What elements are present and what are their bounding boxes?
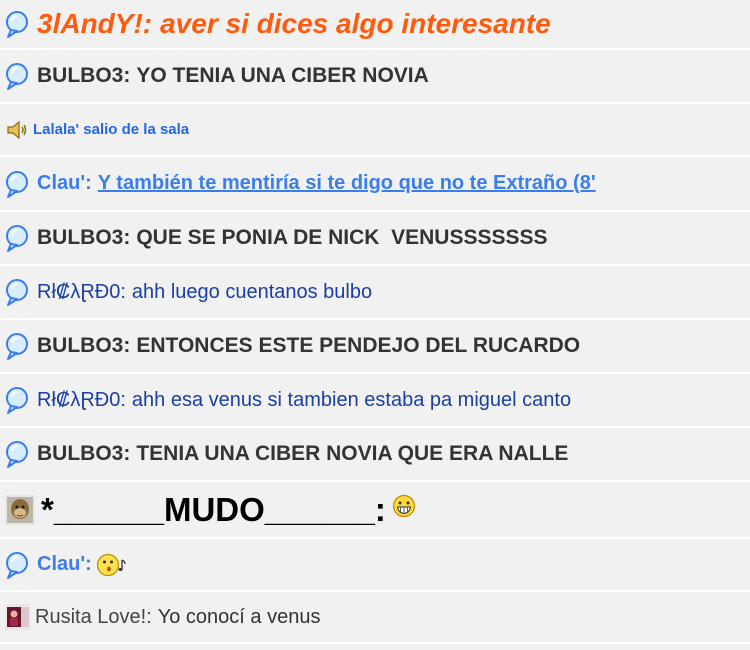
- chat-message: [0, 320, 750, 374]
- message-nick[interactable]: Rusita Love!:: [35, 605, 152, 628]
- message-text: Lalala' salio de la sala: [33, 121, 190, 138]
- system-message: [0, 104, 750, 157]
- chat-bubble-icon: [5, 386, 33, 414]
- chat-message: [0, 374, 750, 428]
- speaker-icon: [5, 119, 29, 141]
- chat-bubble-icon: [5, 551, 33, 579]
- message-nick[interactable]: BULBO3:: [37, 64, 131, 87]
- message-nick[interactable]: Clau':: [37, 172, 92, 194]
- message-nick[interactable]: 3lAndY!:: [37, 8, 153, 39]
- chat-message: [0, 50, 750, 104]
- message-nick[interactable]: BULBO3:: [37, 442, 131, 465]
- chat-bubble-icon: [5, 440, 33, 468]
- message-text: ENTONCES ESTE PENDEJO DEL RUCARDO: [136, 334, 581, 357]
- message-text: QUE SE PONIA DE NICK VENUSSSSSSS: [136, 226, 548, 249]
- message-nick[interactable]: Rł₡λⱤĐ0:: [37, 280, 126, 303]
- chat-message: [0, 157, 750, 212]
- message-text: Yo conocí a venus: [157, 605, 321, 628]
- chat-bubble-icon: [5, 224, 33, 252]
- chat-message: [0, 212, 750, 266]
- message-text: TENIA UNA CIBER NOVIA QUE ERA NALLE: [136, 442, 569, 465]
- chat-message: [0, 539, 750, 592]
- message-nick[interactable]: *______MUDO______:: [41, 490, 386, 528]
- monkey-avatar[interactable]: [5, 495, 35, 525]
- message-nick[interactable]: Rł₡λⱤĐ0:: [37, 388, 126, 411]
- whistling-emoticon: [96, 552, 128, 578]
- chat-bubble-icon: [5, 332, 33, 360]
- chat-message: [0, 266, 750, 320]
- grin-emoticon: [392, 494, 416, 518]
- message-nick[interactable]: Clau':: [37, 553, 92, 575]
- message-link[interactable]: Y también te mentiría si te digo que no te Extraño (8': [97, 172, 596, 194]
- message-nick[interactable]: BULBO3:: [37, 226, 131, 249]
- message-nick[interactable]: BULBO3:: [37, 334, 131, 357]
- chat-message: [0, 428, 750, 482]
- message-text: YO TENIA UNA CIBER NOVIA: [136, 64, 429, 87]
- message-text: ahh esa venus si tambien estaba pa miguel canto: [131, 388, 572, 411]
- photo-avatar[interactable]: [5, 604, 31, 630]
- chat-bubble-icon: [5, 170, 33, 198]
- chat-message: [0, 482, 750, 539]
- message-text: aver si dices algo interesante: [160, 8, 551, 39]
- chat-bubble-icon: [5, 62, 33, 90]
- chat-message: [0, 0, 750, 50]
- chat-bubble-icon: [5, 278, 33, 306]
- message-text: ahh luego cuentanos bulbo: [131, 280, 373, 303]
- chat-bubble-icon: [5, 10, 33, 38]
- chat-message: [0, 592, 750, 644]
